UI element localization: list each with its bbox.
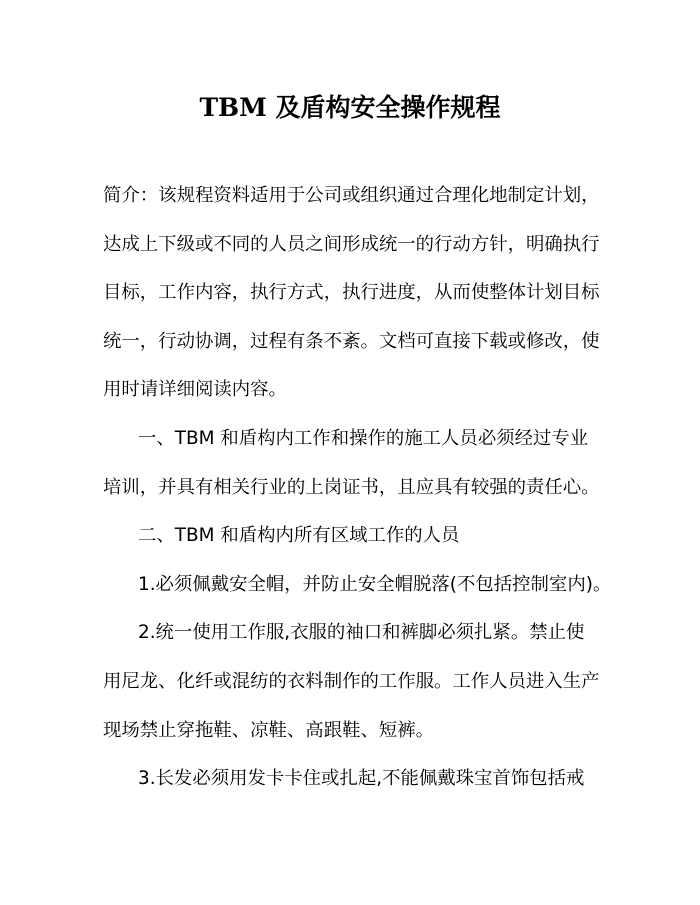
body-line: 用时请详细阅读内容。 bbox=[103, 379, 287, 401]
document-body bbox=[103, 172, 612, 804]
list-item-1: 1.必须佩戴安全帽，并防止安全帽脱落(不包括控制室内)。 bbox=[138, 573, 612, 595]
body-line: 统一，行动协调，过程有条不紊。文档可直接下载或修改，使 bbox=[103, 330, 600, 352]
body-line: 目标，工作内容，执行方式，执行进度，从而使整体计划目标 bbox=[103, 282, 600, 304]
list-item-3: 3.长发必须用发卡卡住或扎起,不能佩戴珠宝首饰包括戒 bbox=[138, 768, 585, 790]
section-heading-1: 一、TBM 和盾构内工作和操作的施工人员必须经过专业 bbox=[138, 427, 589, 449]
list-item-2: 2.统一使用工作服,衣服的袖口和裤脚必须扎紧。禁止使 bbox=[138, 622, 585, 644]
body-line: 简介：该规程资料适用于公司或组织通过合理化地制定计划， bbox=[103, 185, 600, 206]
document-title: TBM 及盾构安全操作规程 bbox=[199, 93, 501, 122]
body-line: 培训，并具有相关行业的上岗证书，且应具有较强的责任心。 bbox=[103, 476, 600, 498]
section-heading-2: 二、TBM 和盾构内所有区域工作的人员 bbox=[138, 525, 460, 547]
body-line: 用尼龙、化纤或混纺的衣料制作的工作服。工作人员进入生产 bbox=[103, 670, 600, 692]
body-line: 达成上下级或不同的人员之间形成统一的行动方针，明确执行 bbox=[103, 233, 600, 255]
body-line: 现场禁止穿拖鞋、凉鞋、高跟鞋、短裤。 bbox=[103, 719, 435, 741]
